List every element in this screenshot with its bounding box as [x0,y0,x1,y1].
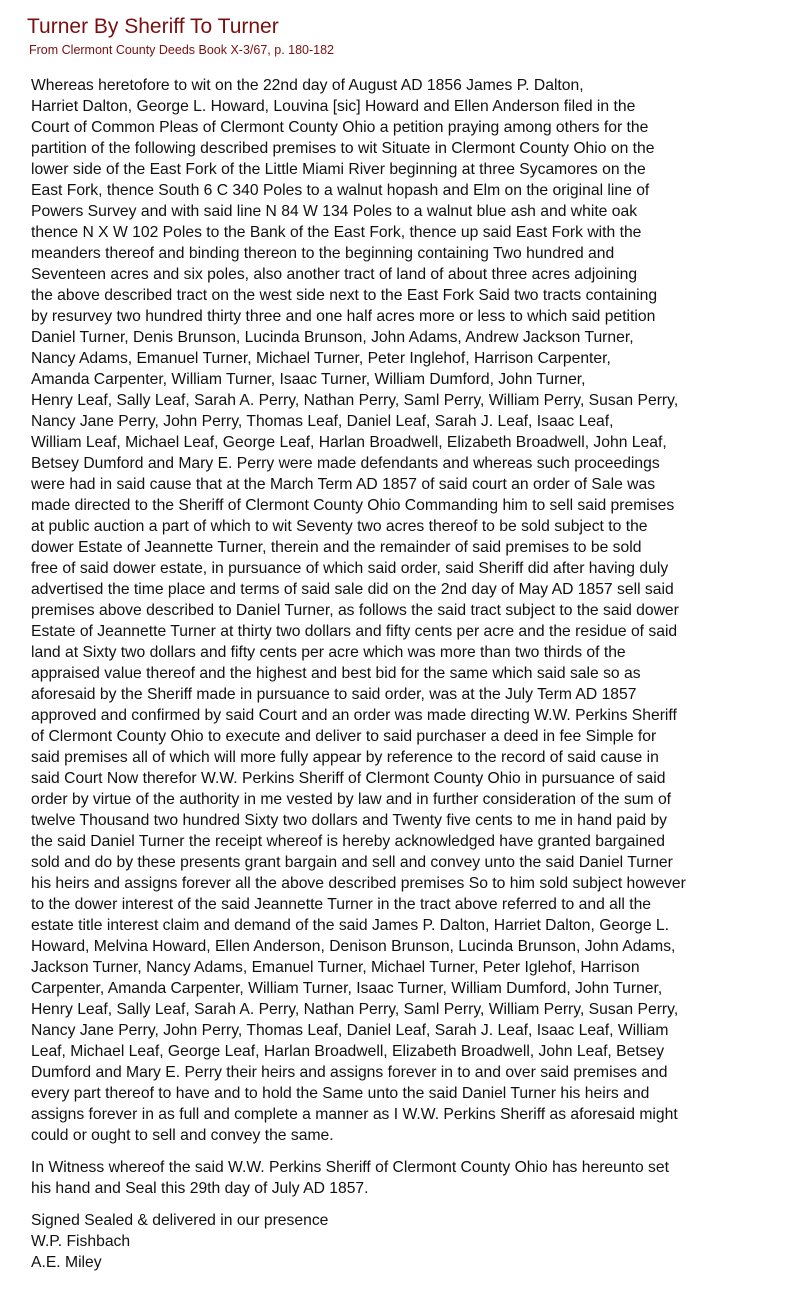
page-title: Turner By Sheriff To Turner [27,15,279,38]
document-header [27,14,787,58]
deed-body [31,75,785,1273]
signature-witness-2: A.E. Miley [31,1254,102,1271]
signature-heading: Signed Sealed & delivered in our presence [31,1212,329,1229]
source-citation: From Clermont County Deeds Book X-3/67, p. 180-182 [29,43,335,57]
signature-witness-1: W.P. Fishbach [31,1233,131,1250]
deed-paragraph-witness: In Witness whereof the said W.W. Perkins Sheriff of Clermont County Ohio has hereunto set his hand and Seal this 29th day of July AD 1857. [31,1159,669,1197]
signature-block [31,1210,785,1273]
deed-paragraph-main: Whereas heretofore to wit on the 22nd day of August AD 1856 James P. Dalton, Harriet Dalton, George L. Howard, Louvina [sic] Howard and Ellen Anderson filed in the Court of Common Pleas of Clermont County Ohio a petition praying among others for the partition of the following described premises to wit Situate in Clermont County Ohio on the lower side of the East Fork of the Little Miami River beginning at three Sycamores on the East Fork, thence South 6 C 340 Poles to a walnut hopash and Elm on the original line of Powers Survey and with said line N 84 W 134 Poles to a walnut blue ash and white oak thence N X W 102 Poles to the Bank of the East Fork, thence up said East Fork with the meanders thereof and binding thereon to the beginning containing Two hundred and Seventeen acres and six poles, also another tract of land of about three acres adjoining the above described tract on the west side next to the East Fork Said two tracts containing by resurvey two hundred thirty three and one half acres more or less to which said petition Daniel Turner, Denis Brunson, Lucinda Brunson, John Adams, Andrew Jackson Turner, Nancy Adams, Emanuel Turner, Michael Turner, Peter Inglehof, Harrison Carpenter, Amanda Carpenter, William Turner, Isaac Turner, William Dumford, John Turner, Henry Leaf, Sally Leaf, Sarah A. Perry, Nathan Perry, Saml Perry, William Perry, Susan Perry, Nancy Jane Perry, John Perry, Thomas Leaf, Daniel Leaf, Sarah J. Leaf, Isaac Leaf, William Leaf, Michael Leaf, George Leaf, Harlan Broadwell, Elizabeth Broadwell, John Leaf, Betsey Dumford and Mary E. Perry were made defendants and whereas such proceedings were had in said cause that at the March Term AD 1857 of said court an order of Sale was made directed to the Sheriff of Clermont County Ohio Commanding him to sell said premises at public auction a part of which to wit Seventy two acres thereof to be sold subject to the dower Estate of Jeannette Turner, therein and the remainder of said premises to be sold free of said dower estate, in pursuance of which said order, said Sheriff did after having duly advertised the time place and terms of said sale did on the 2nd day of May AD 1857 sell said premises above described to Daniel Turner, as follows the said tract subject to the said dower Estate of Jeannette Turner at thirty two dollars and fifty cents per acre and the residue of said land at Sixty two dollars and fifty cents per acre which was more than two thirds of the appraised value thereof and the highest and best bid for the same which said sale so as aforesaid by the Sheriff made in pursuance to said order, was at the July Term AD 1857 approved and confirmed by said Court and an order was made directing W.W. Perkins Sheriff of Clermont County Ohio to execute and deliver to said purchaser a deed in fee Simple for said premises all of which will more fully appear by reference to the record of said cause in said Court Now therefor W.W. Perkins Sheriff of Clermont County Ohio in pursuance of said order by virtue of the authority in me vested by law and in further consideration of the sum of twelve Thousand two hundred Sixty two dollars and Twenty five cents to me in hand paid by the said Daniel Turner the receipt whereof is hereby acknowledged have granted bargained sold and do by these presents grant bargain and sell and convey unto the said Daniel Turner his heirs and assigns forever all the above described premises So to him sold subject however to the dower interest of the said Jeannette Turner in the tract above referred to and all the estate title interest claim and demand of the said James P. Dalton, Harriet Dalton, George L. Howard, Melvina Howard, Ellen Anderson, Denison Brunson, Lucinda Brunson, John Adams, Jackson Turner, Nancy Adams, Emanuel Turner, Michael Turner, Peter Iglehof, Harrison Carpenter, Amanda Carpenter, William Turner, Isaac Turner, William Dumford, John Turner, Henry Leaf, Sally Leaf, Sarah A. Perry, Nathan Perry, Saml Perry, William Perry, Susan Perry, Nancy Jane Perry, John Perry, Thomas Leaf, Daniel Leaf, Sarah J. Leaf, Isaac Leaf, William Leaf, Michael Leaf, George Leaf, Harlan Broadwell, Elizabeth Broadwell, John Leaf, Betsey Dumford and Mary E. Perry their heirs and assigns forever in to and over said premises and every part thereof to have and to hold the Same unto the said Daniel Turner his heirs and assigns forever in as full and complete a manner as I W.W. Perkins Sheriff as aforesaid might could or ought to sell and convey the same. [31,77,686,1144]
